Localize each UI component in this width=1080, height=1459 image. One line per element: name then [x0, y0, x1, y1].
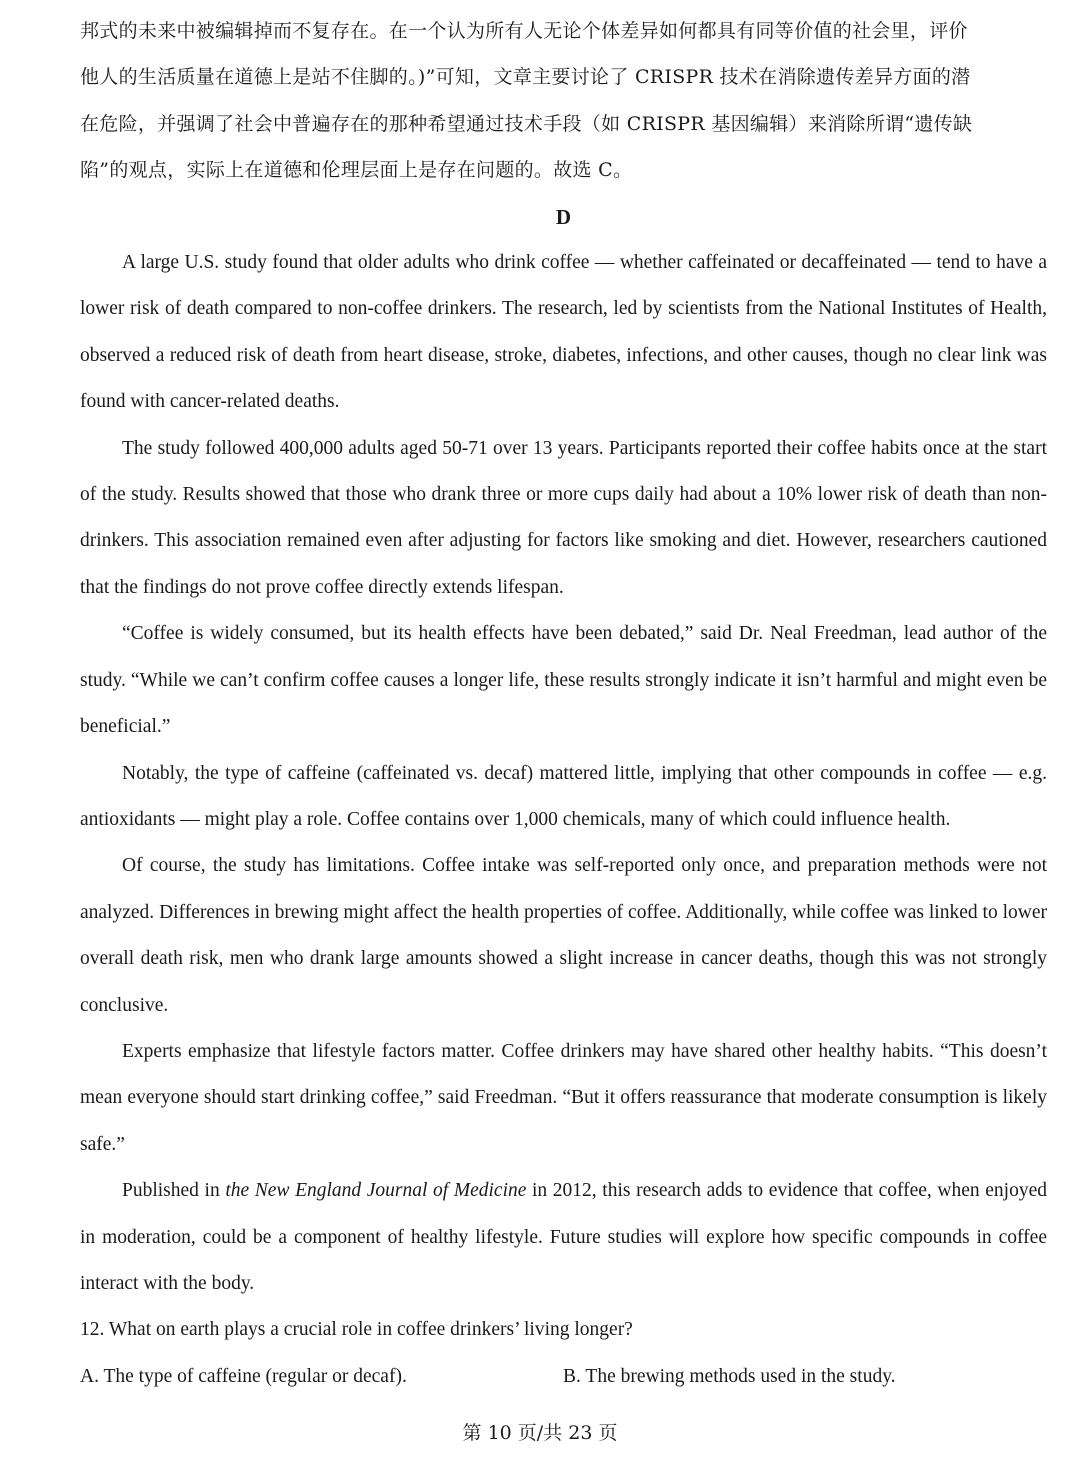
- article-paragraph-5: Of course, the study has limitations. Coffee intake was self-reported only once, and preparation methods were not analyzed. Differences in brewing might affect the health properties of coffee. Additionally, while coffee was linked to lower overall death risk, men who drank large amounts showed a slight increase in cancer deaths, though this was not strongly conclusive.: [80, 855, 1047, 1016]
- top-paragraph-line-3: 在危险，并强调了社会中普遍存在的那种希望通过技术手段（如 CRISPR 基因编辑）来消除所谓“遗传缺: [80, 112, 973, 135]
- page-number: 第 10 页/共 23 页: [462, 1422, 618, 1444]
- top-paragraph-line-4: 陷”的观点，实际上在道德和伦理层面上是存在问题的。故选 C。: [80, 159, 633, 182]
- article-paragraph-4: Notably, the type of caffeine (caffeinated vs. decaf) mattered little, implying that other compounds in coffee — e.g. antioxidants — might play a role. Coffee contains over 1,000 chemicals, many of which could influence health.: [80, 762, 1047, 830]
- section-heading: D: [555, 204, 572, 229]
- question-12: [80, 1307, 1047, 1400]
- journal-title: the New England Journal of Medicine: [225, 1180, 527, 1202]
- top-paragraph: [80, 8, 1047, 194]
- top-paragraph-line-2: 他人的生活质量在道德上是站不住脚的。)”可知，文章主要讨论了 CRISPR 技术在消除遗传差异方面的潜: [80, 66, 971, 89]
- paragraph-7-lead: Published in: [122, 1180, 226, 1202]
- options-row: [80, 1354, 1047, 1400]
- paragraph-7-rest: in 2012, this research adds to evidence that coffee, when enjoyed in moderation, could be a component of healthy lifestyle. Future studies will explore how specific compounds in coffee interact with the body.: [80, 1180, 1048, 1294]
- article-paragraph-3: “Coffee is widely consumed, but its health effects have been debated,” said Dr. Neal Freedman, lead author of the study. “While we can’t confirm coffee causes a longer life, these results strongly indicate it isn’t harmful and might even be beneficial.”: [80, 623, 1047, 738]
- top-paragraph-line-1: 邦式的未来中被编辑掉而不复存在。在一个认为所有人无论个体差异如何都具有同等价值的社会里，评价: [80, 20, 968, 42]
- article-body: [80, 240, 1047, 1307]
- article-paragraph-6: Experts emphasize that lifestyle factors matter. Coffee drinkers may have shared other healthy habits. “This doesn’t mean everyone should start drinking coffee,” said Freedman. “But it offers reassurance that moderate consumption is likely safe.”: [80, 1040, 1047, 1155]
- option-a: A. The type of caffeine (regular or decaf).: [80, 1365, 407, 1387]
- article-paragraph-7: [80, 1168, 1047, 1307]
- article-paragraph-2: The study followed 400,000 adults aged 50-71 over 13 years. Participants reported their coffee habits once at the start of the study. Results showed that those who drank three or more cups daily had about a 10% lower risk of death than non-drinkers. This association remained even after adjusting for factors like smoking and diet. However, researchers cautioned that the findings do not prove coffee directly extends lifespan.: [80, 437, 1047, 598]
- article-paragraph-1: A large U.S. study found that older adults who drink coffee — whether caffeinated or decaffeinated — tend to have a lower risk of death compared to non-coffee drinkers. The research, led by scientists from the National Institutes of Health, observed a reduced risk of death from heart disease, stroke, diabetes, infections, and other causes, though no clear link was found with cancer-related deaths.: [80, 252, 1047, 413]
- document-page: [80, 8, 1047, 1400]
- question-stem: 12. What on earth plays a crucial role in coffee drinkers’ living longer?: [80, 1319, 633, 1341]
- option-b: B. The brewing methods used in the study.: [563, 1365, 896, 1387]
